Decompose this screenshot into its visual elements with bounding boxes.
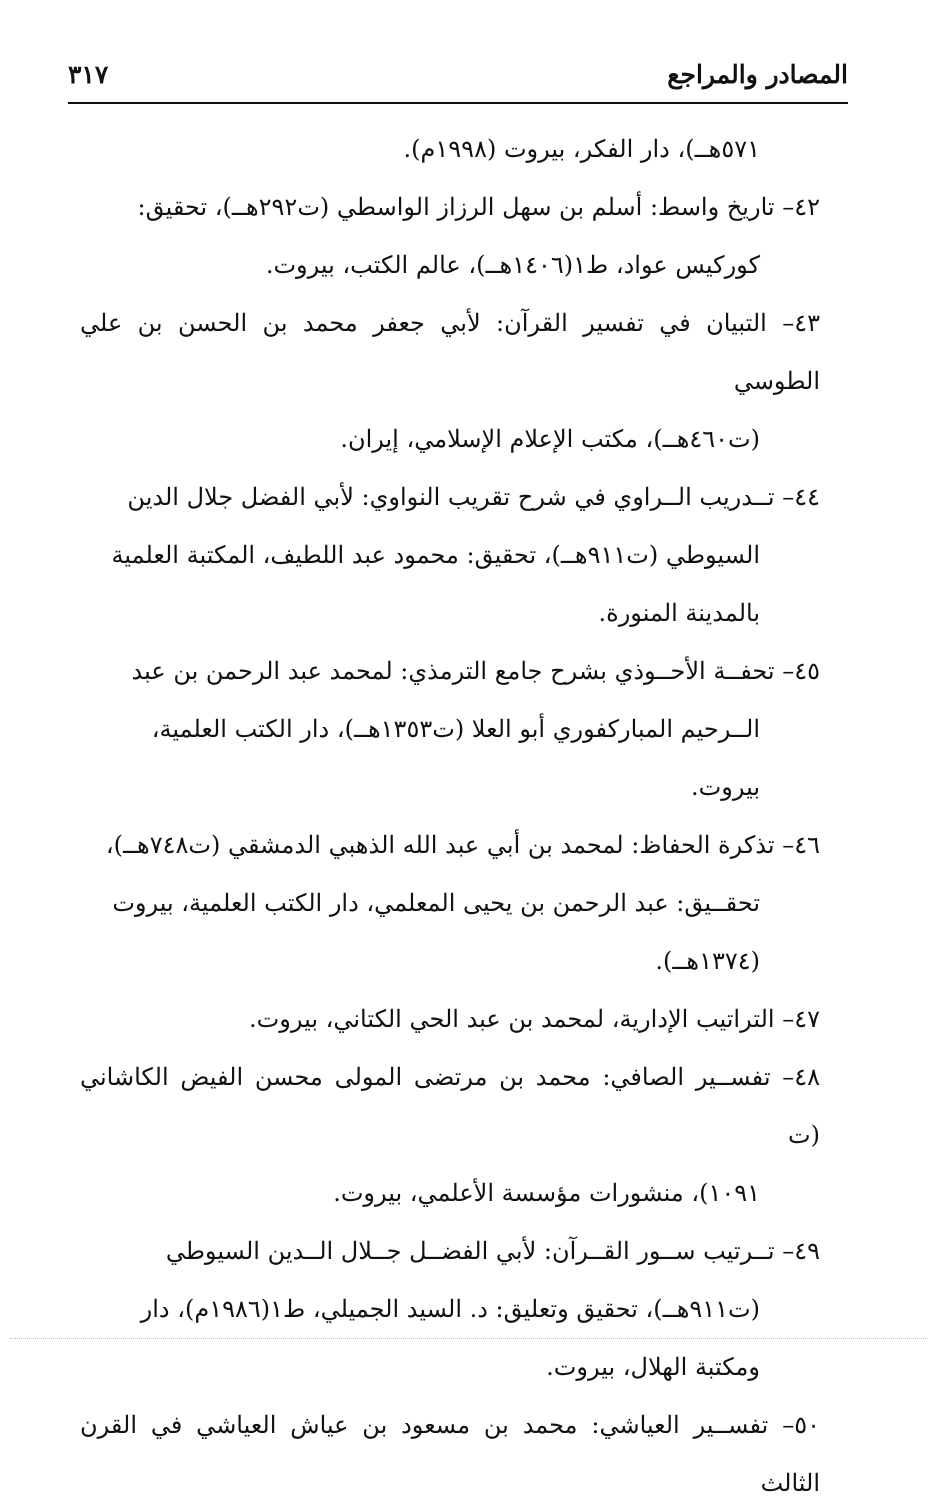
entry-line: بيروت. — [691, 773, 760, 801]
entry-line: تــرتيب ســور القــرآن: لأبي الفضــل جــلال الــدين السيوطي — [165, 1237, 775, 1265]
entry-line: تاريخ واسط: أسلم بن سهل الرزاز الواسطي (ت٢٩٢هــ)، تحقيق: — [137, 193, 775, 221]
entry-line: التبيان في تفسير القرآن: لأبي جعفر محمد بن الحسن بن علي الطوسي — [80, 309, 820, 395]
entry-line: تــدريب الــراوي في شرح تقريب النواوي: لأبي الفضل جلال الدين — [127, 483, 775, 511]
bibliography-entry-48: ٤٨– تفســير الصافي: محمد بن مرتضى المولى محسن الفيض الكاشاني (ت ١٠٩١)، منشورات مؤسسة الأعلمي، بيروت. — [80, 1048, 820, 1222]
entry-line: تذكرة الحفاظ: لمحمد بن أبي عبد الله الذهبي الدمشقي (ت٧٤٨هــ)، — [105, 831, 775, 859]
entry-line: (ت٩١١هــ)، تحقيق وتعليق: د. السيد الجميلي، ط١(١٩٨٦م)، دار — [140, 1295, 760, 1323]
entry-line: تحفــة الأحــوذي بشرح جامع الترمذي: لمحمد عبد الرحمن بن عبد — [131, 657, 775, 685]
bibliography-entry-46: ٤٦– تذكرة الحفاظ: لمحمد بن أبي عبد الله الذهبي الدمشقي (ت٧٤٨هــ)، تحقــيق: عبد الرحمن بن يحيى المعلمي، دار الكتب العلمية، بيروت (١٣٧٤هــ). — [80, 816, 820, 990]
entry-line: بالمدينة المنورة. — [598, 599, 760, 627]
entry-number: ٥٠ — [794, 1411, 820, 1439]
entry-line: تفســير العياشي: محمد بن مسعود بن عياش العياشي في القرن الثالث — [80, 1411, 820, 1497]
entry-number: ٤٤ — [794, 483, 820, 511]
entry-number: ٤٢ — [794, 193, 820, 221]
bibliography-entry-44: ٤٤– تــدريب الــراوي في شرح تقريب النواوي: لأبي الفضل جلال الدين السيوطي (ت٩١١هــ)، تحقيق: محمود عبد اللطيف، المكتبة العلمية بالمدينة المنورة. — [80, 468, 820, 642]
bibliography-entry-50: ٥٠– تفســير العياشي: محمد بن مسعود بن عياش العياشي في القرن الثالث — [80, 1411, 820, 1497]
entry-line: كوركيس عواد، ط١(١٤٠٦هــ)، عالم الكتب، بيروت. — [265, 251, 760, 279]
entry-line: السيوطي (ت٩١١هــ)، تحقيق: محمود عبد اللطيف، المكتبة العلمية — [111, 541, 760, 569]
entry-number: ٤٩ — [794, 1237, 820, 1265]
entry-line: ١٠٩١)، منشورات مؤسسة الأعلمي، بيروت. — [333, 1179, 760, 1207]
bibliography-entry-47: ٤٧– التراتيب الإدارية، لمحمد بن عبد الحي الكتاني، بيروت. — [249, 1005, 820, 1033]
entry-number: ٤٣ — [794, 309, 820, 337]
page-number: ٣١٧ — [68, 60, 109, 89]
entry-number: ٤٥ — [794, 657, 820, 685]
bottom-scan-edge — [10, 1338, 928, 1339]
bibliography-entry-42: ٤٢– تاريخ واسط: أسلم بن سهل الرزاز الواسطي (ت٢٩٢هــ)، تحقيق: كوركيس عواد، ط١(١٤٠٦هــ)، عالم الكتب، بيروت. — [80, 178, 820, 294]
entry-line: تفســير الصافي: محمد بن مرتضى المولى محسن الفيض الكاشاني (ت — [80, 1063, 820, 1149]
entry-line: (ت٤٦٠هــ)، مكتب الإعلام الإسلامي، إيران. — [340, 425, 760, 453]
running-title: المصادر والمراجع — [667, 60, 848, 89]
entry-number: ٤٦ — [794, 831, 820, 859]
entry-line: ومكتبة الهلال، بيروت. — [546, 1353, 760, 1381]
bibliography-list — [80, 120, 820, 1512]
entry-number: ٤٨ — [794, 1063, 820, 1091]
bibliography-entry-45: ٤٥– تحفــة الأحــوذي بشرح جامع الترمذي: لمحمد عبد الرحمن بن عبد الــرحيم المباركفوري أبو العلا (ت١٣٥٣هــ)، دار الكتب العلمية، بيروت. — [80, 642, 820, 816]
bibliography-entry-49: ٤٩– تــرتيب ســور القــرآن: لأبي الفضــل جــلال الــدين السيوطي (ت٩١١هــ)، تحقيق وتعليق: د. السيد الجميلي، ط١(١٩٨٦م)، دار ومكتبة الهلال، بيروت. — [80, 1222, 820, 1396]
page-header — [68, 58, 848, 104]
bibliography-entry-43: ٤٣– التبيان في تفسير القرآن: لأبي جعفر محمد بن الحسن بن علي الطوسي (ت٤٦٠هــ)، مكتب الإعلام الإسلامي، إيران. — [80, 294, 820, 468]
entry-line: التراتيب الإدارية، لمحمد بن عبد الحي الكتاني، بيروت. — [249, 1005, 775, 1033]
entry-line: الــرحيم المباركفوري أبو العلا (ت١٣٥٣هــ)، دار الكتب العلمية، — [151, 715, 760, 743]
continuation-line: ٥٧١هــ)، دار الفكر، بيروت (١٩٩٨م). — [403, 135, 760, 163]
entry-line: تحقــيق: عبد الرحمن بن يحيى المعلمي، دار الكتب العلمية، بيروت — [112, 889, 760, 917]
entry-number: ٤٧ — [794, 1005, 820, 1033]
entry-line: (١٣٧٤هــ). — [655, 947, 760, 975]
